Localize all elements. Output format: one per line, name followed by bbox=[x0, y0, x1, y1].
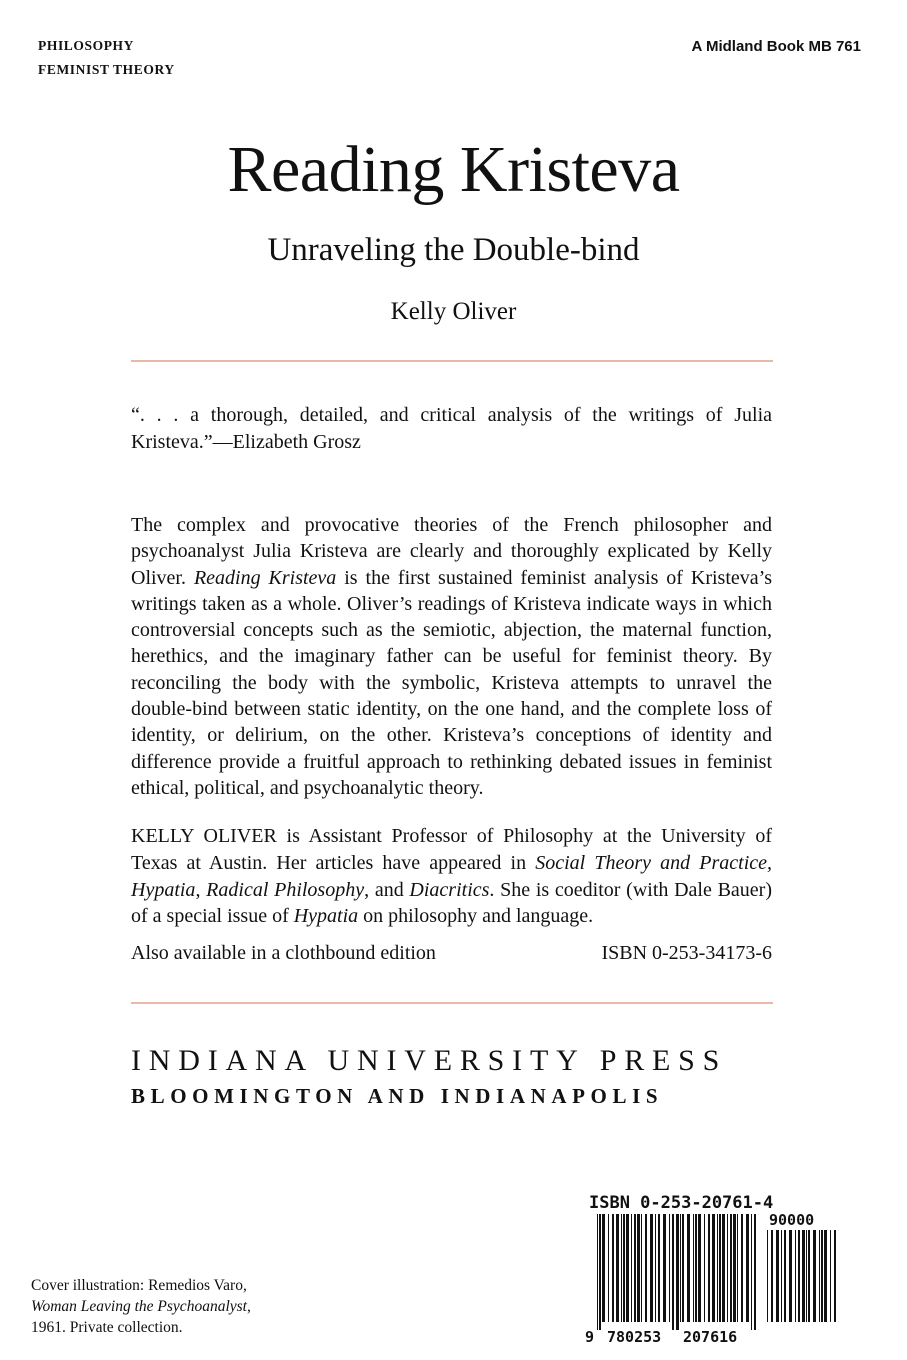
barcode-bar bbox=[751, 1214, 752, 1330]
barcode-bar bbox=[693, 1214, 694, 1322]
barcode-bar bbox=[676, 1214, 679, 1330]
barcode-bar bbox=[789, 1230, 792, 1322]
barcode-bar bbox=[776, 1230, 779, 1322]
publisher-location: BLOOMINGTON AND INDIANAPOLIS bbox=[131, 1084, 664, 1108]
barcode-bar bbox=[698, 1214, 701, 1322]
barcode-bar bbox=[834, 1230, 836, 1322]
barcode-bar bbox=[733, 1214, 736, 1322]
barcode-bar bbox=[708, 1214, 710, 1322]
barcode-bar bbox=[599, 1214, 601, 1330]
barcode-bar bbox=[631, 1214, 632, 1322]
barcode-bar bbox=[712, 1214, 715, 1322]
barcode-bar bbox=[813, 1230, 816, 1322]
barcode-bar bbox=[722, 1214, 725, 1322]
barcode-bar bbox=[830, 1230, 831, 1322]
publisher-name: INDIANA UNIVERSITY PRESS bbox=[131, 1044, 728, 1077]
barcode-bar bbox=[781, 1230, 782, 1322]
barcode-bar bbox=[741, 1214, 743, 1322]
barcode-bar bbox=[806, 1230, 807, 1322]
barcode-bar bbox=[658, 1214, 660, 1322]
barcode-bar bbox=[767, 1230, 768, 1322]
barcode-isbn: ISBN 0-253-20761-4 bbox=[589, 1193, 774, 1213]
barcode-bar bbox=[669, 1214, 670, 1322]
barcode-bar bbox=[623, 1214, 625, 1322]
barcode-bar bbox=[612, 1214, 614, 1322]
barcode-bar bbox=[650, 1214, 653, 1322]
barcode-bar bbox=[695, 1214, 697, 1322]
barcode-bar bbox=[719, 1214, 721, 1322]
barcode-bar bbox=[672, 1214, 674, 1330]
barcode-bar bbox=[663, 1214, 666, 1322]
divider-bottom bbox=[131, 1002, 773, 1004]
addon-bars bbox=[767, 1230, 836, 1322]
barcode-graphic bbox=[585, 1190, 841, 1346]
barcode-bar bbox=[824, 1230, 827, 1322]
barcode-bar bbox=[717, 1214, 718, 1322]
review-quote bbox=[131, 402, 772, 455]
quote-text: “. . . a thorough, detailed, and critical analysis of the writings of Julia Kristeva.” bbox=[131, 404, 772, 453]
description-title-italic: Reading Kristeva bbox=[193, 566, 337, 589]
barcode-bar bbox=[798, 1230, 800, 1322]
barcode-bar bbox=[821, 1230, 823, 1322]
barcode-bar bbox=[727, 1214, 728, 1322]
barcode-bar bbox=[737, 1214, 738, 1322]
description-paragraph: The complex and provocative theories of the French philosopher and psychoanalyst Julia Kristeva are clearly and thoroughly explicated by Kelly Oliver. Reading Kristeva is the first sustained feminist analysis of Kristeva’s writings taken as a whole. Oliver’s readings of Kristeva indicate ways in which controversial concepts such as the semiotic, abjection, the maternal function, herethics, and the imaginary father can be useful for feminist theory. By reconciling the body with the symbolic, Kristeva attempts to unravel the double-bind between static identity, on the one hand, and the complete loss of identity, or delirium, on the other. Kristeva’s conceptions of identity and difference provide a fruitful approach to rethinking debated issues in feminist ethical, political, and psychoanalytic theory. bbox=[131, 514, 772, 799]
barcode-price-code: 90000 bbox=[769, 1211, 815, 1229]
barcode-bar bbox=[641, 1214, 642, 1322]
barcode-bar bbox=[655, 1214, 656, 1322]
barcode-bar bbox=[597, 1214, 598, 1330]
barcode-bar bbox=[771, 1230, 773, 1322]
barcode-bar bbox=[634, 1214, 636, 1322]
barcode-bar bbox=[680, 1214, 681, 1322]
category-feminist-theory: FEMINIST THEORY bbox=[38, 62, 175, 77]
cover-credit: Cover illustration: Remedios Varo, Woman Leaving the Psychoanalyst, 1961. Private collection. bbox=[31, 1277, 251, 1336]
category-philosophy: PHILOSOPHY bbox=[38, 38, 135, 53]
book-title: Reading Kristeva bbox=[227, 133, 680, 206]
barcode-bar bbox=[784, 1230, 786, 1322]
barcode-bar bbox=[682, 1214, 684, 1322]
series-label: A Midland Book MB 761 bbox=[691, 38, 861, 55]
cover-artwork-title: Woman Leaving the Psychoanalyst bbox=[31, 1298, 247, 1315]
barcode-bar bbox=[616, 1214, 619, 1322]
barcode-bar bbox=[746, 1214, 749, 1322]
barcode-bar bbox=[645, 1214, 647, 1322]
barcode-ean-group1: 780253 bbox=[607, 1328, 662, 1346]
barcode-bar bbox=[626, 1214, 629, 1322]
barcode-ean-group2: 207616 bbox=[683, 1328, 738, 1346]
barcode-bar bbox=[637, 1214, 640, 1322]
cloth-isbn: ISBN 0-253-34173-6 bbox=[601, 942, 772, 964]
barcode-bar bbox=[602, 1214, 605, 1322]
barcode-bar bbox=[808, 1230, 810, 1322]
barcode bbox=[585, 1190, 841, 1346]
barcode-ean-first: 9 bbox=[585, 1328, 595, 1346]
barcode-bar bbox=[754, 1214, 756, 1330]
quote-attribution: —Elizabeth Grosz bbox=[212, 430, 361, 453]
barcode-bar bbox=[795, 1230, 796, 1322]
barcode-bar bbox=[608, 1214, 609, 1322]
book-subtitle: Unraveling the Double-bind bbox=[267, 232, 640, 268]
book-author: Kelly Oliver bbox=[390, 298, 517, 325]
ean-bars bbox=[597, 1214, 756, 1330]
barcode-bar bbox=[704, 1214, 705, 1322]
barcode-bar bbox=[802, 1230, 805, 1322]
barcode-bar bbox=[730, 1214, 732, 1322]
author-bio: KELLY OLIVER is Assistant Professor of Philosophy at the University of Texas at Austin. Her articles have appeared in Social Theory and Practice, Hypatia, Radical Philosophy, and Diacritics. She is coeditor (with Dale Bauer) of a special issue of Hypatia on philosophy and language. bbox=[131, 825, 772, 928]
barcode-bar bbox=[819, 1230, 820, 1322]
barcode-bar bbox=[621, 1214, 622, 1322]
barcode-bar bbox=[687, 1214, 690, 1322]
availability-note: Also available in a clothbound edition bbox=[131, 942, 436, 964]
divider-top bbox=[131, 360, 773, 362]
